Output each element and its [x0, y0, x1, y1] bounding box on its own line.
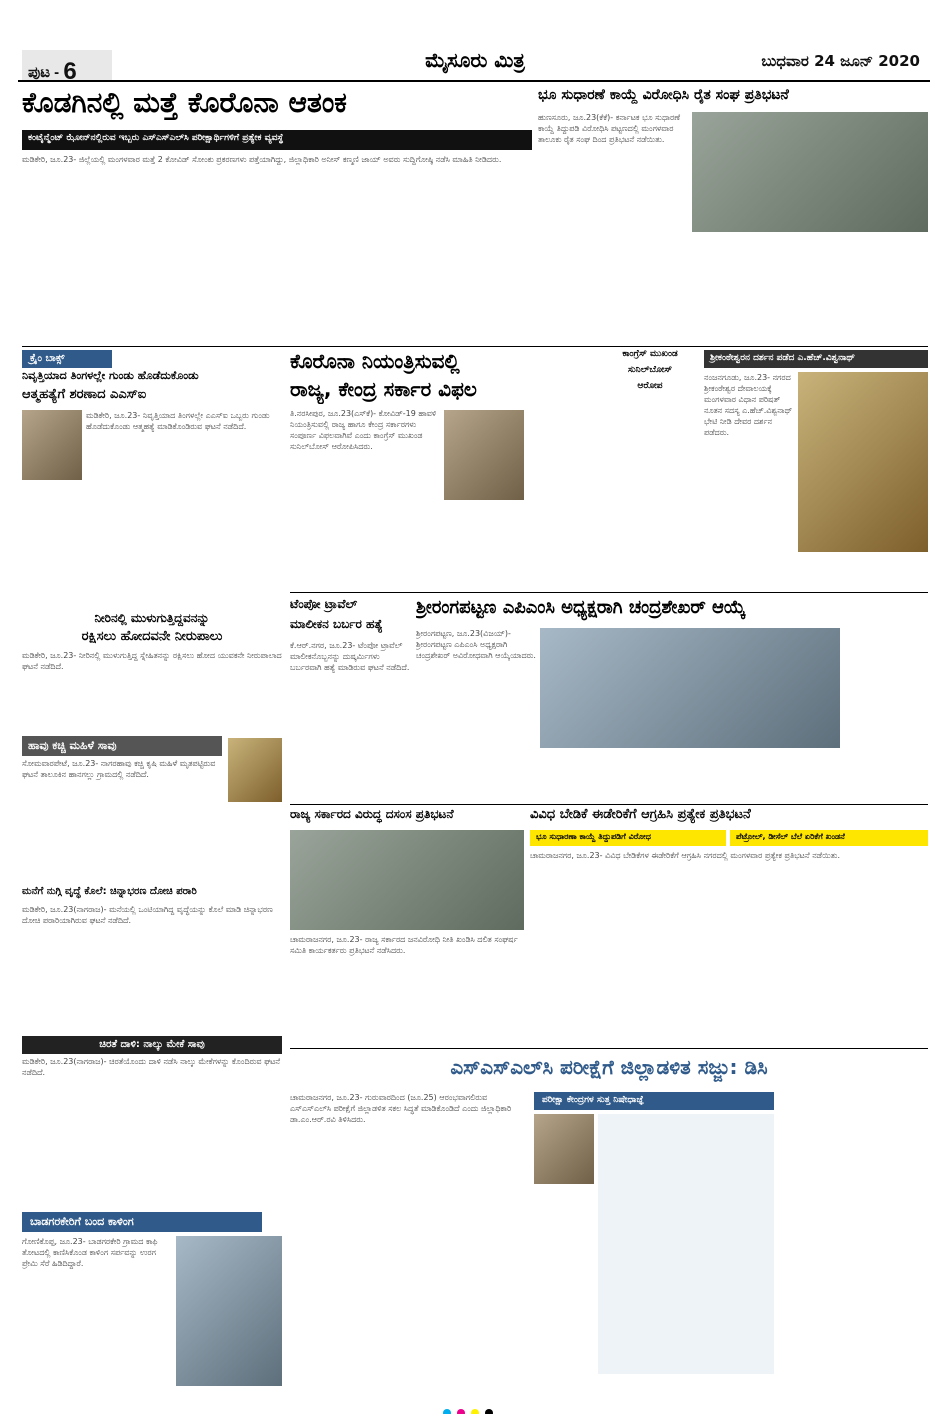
lead-body: ಮಡಿಕೇರಿ, ಜೂ.23- ಜಿಲ್ಲೆಯಲ್ಲಿ ಮಂಗಳವಾರ ಮತ್ತೆ 2 ಕೋವಿಡ್ ಸೋಂಕು ಪ್ರಕರಣಗಳು ಪತ್ತೆಯಾಗಿದ್ದು, ಜಿಲ್ಲಾಧಿಕಾರಿ ಅನೀಸ್ ಕಣ್ಮಣಿ ಜಾಯ್ ಅವರು ಸುದ್ದಿಗೋಷ್ಠಿ ನಡೆಸಿ ಮಾಹಿತಿ ನೀಡಿದರು.: [22, 155, 502, 164]
covid-body: ತಿ.ನರಸೀಪುರ, ಜೂ.23(ಎಸ್‌ಕೆ)- ಕೋವಿಡ್-19 ಹಾವಳಿ ನಿಯಂತ್ರಿಸುವಲ್ಲಿ ರಾಜ್ಯ ಹಾಗೂ ಕೇಂದ್ರ ಸರ್ಕಾರಗಳು ಸಂಪೂರ್ಣ ವಿಫಲವಾಗಿವೆ ಎಂದು ಕಾಂಗ್ರೆಸ್ ಮುಖಂಡ ಸುನಿಲ್‌ಬೋಸ್ ಆರೋಪಿಸಿದರು.: [290, 409, 437, 451]
tempo-body: ಕೆ.ಆರ್.ನಗರ, ಜೂ.23- ಟೆಂಪೋ ಟ್ರಾವೆಲ್ ಮಾಲೀಕನೊಬ್ಬನನ್ನು ದುಷ್ಕರ್ಮಿಗಳು ಬರ್ಬರವಾಗಿ ಹತ್ಯೆ ಮಾಡಿರುವ ಘಟನೆ ನಡೆದಿದೆ.: [290, 641, 410, 672]
chain-body: ಮಡಿಕೇರಿ, ಜೂ.23(ನಾಗರಾಜ)- ಮನೆಯಲ್ಲಿ ಒಂಟಿಯಾಗಿದ್ದ ವೃದ್ಧೆಯನ್ನು ಕೊಲೆ ಮಾಡಿ ಚಿನ್ನಾಭರಣ ದೋಚಿ ಪರಾರಿಯಾಗಿರುವ ಘಟನೆ ನಡೆದಿದೆ.: [22, 905, 273, 925]
crime-headline-1: ನಿವೃತ್ತಿಯಾದ ತಿಂಗಳಲ್ಲೇ ಗುಂಡು ಹೊಡೆದುಕೊಂಡು: [22, 370, 199, 382]
page-number: 6: [63, 58, 77, 80]
leopard-body: ಮಡಿಕೇರಿ, ಜೂ.23(ನಾಗರಾಜ)- ಚಿರತೆಯೊಂದು ದಾಳಿ ನಡೆಸಿ ನಾಲ್ಕು ಮೇಕೆಗಳನ್ನು ಕೊಂದಿರುವ ಘಟನೆ ನಡೆದಿದೆ.: [22, 1057, 281, 1077]
divider: [290, 592, 928, 593]
drown-headline-2: ರಕ್ಷಿಸಲು ಹೋದವನೇ ನೀರುಪಾಲು: [81, 630, 223, 644]
tempo-headline-2: ಮಾಲೀಕನ ಬರ್ಬರ ಹತ್ಯೆ: [290, 618, 383, 631]
farmers-body: ಹುಣಸೂರು, ಜೂ.23(ಕೆಕೆ)- ಕರ್ನಾಟಕ ಭೂ ಸುಧಾರಣೆ ಕಾಯ್ದೆ ತಿದ್ದುಪಡಿ ವಿರೋಧಿಸಿ ಪಟ್ಟಣದಲ್ಲಿ ಮಂಗಳವಾರ ತಾಲೂಕು ರೈತ ಸಂಘ ದಿಂದ ಪ್ರತಿಭಟನೆ ನಡೆಯಿತು.: [538, 113, 681, 144]
lead-subhead: ಕಂಟೈನ್ಮೆಂಟ್ ಝೋನ್‌ನಲ್ಲಿರುವ ಇಬ್ಬರು ಎಸ್‌ಎಸ್‌ಎಲ್‌ಸಿ ಪರೀಕ್ಷಾರ್ಥಿಗಳಿಗೆ ಪ್ರತ್ಯೇಕ ವ್ಯವಸ್ಥೆ: [22, 130, 532, 150]
farmers-headline: ಭೂ ಸುಧಾರಣೆ ಕಾಯ್ದೆ ವಿರೋಧಿಸಿ ರೈತ ಸಂಘ ಪ್ರತಿಭಟನೆ: [538, 88, 789, 103]
covid-side-1: ಕಾಂಗ್ರೆಸ್ ಮುಖಂಡ: [622, 350, 678, 359]
protest-state-photo: [290, 830, 524, 930]
protest-state-headline: ರಾಜ್ಯ ಸರ್ಕಾರದ ವಿರುದ್ಧ ದಸಂಸ ಪ್ರತಿಭಟನೆ: [290, 808, 454, 821]
farmers-photo: [692, 112, 928, 232]
sslc-headline: ಎಸ್‌ಎಸ್‌ಎಲ್‌ಸಿ ಪರೀಕ್ಷೆಗೆ ಜಿಲ್ಲಾಡಳಿತ ಸಜ್ಜು: ಡಿಸಿ: [450, 1056, 768, 1079]
divider: [290, 1048, 928, 1049]
demands-tag-2: ಪೆಟ್ರೋಲ್, ಡೀಸೆಲ್ ಬೆಲೆ ಏರಿಕೆಗೆ ಖಂಡನೆ: [730, 830, 928, 846]
crime-headline-2: ಆತ್ಮಹತ್ಯೆಗೆ ಶರಣಾದ ಎಎಸ್‌ಐ: [22, 388, 147, 402]
print-color-marks: [440, 1402, 520, 1414]
demands-tag-1: ಭೂ ಸುಧಾರಣಾ ಕಾಯ್ದೆ ತಿದ್ದುಪಡಿಗೆ ವಿರೋಧ: [530, 830, 726, 846]
sslc-body: ಚಾಮರಾಜನಗರ, ಜೂ.23- ಗುರುವಾರದಿಂದ (ಜೂ.25) ಆರಂಭವಾಗಲಿರುವ ಎಸ್‌ಎಸ್‌ಎಲ್‌ಸಿ ಪರೀಕ್ಷೆಗೆ ಜಿಲ್ಲಾಡಳಿತ ಸಕಲ ಸಿದ್ಧತೆ ಮಾಡಿಕೊಂಡಿದೆ ಎಂದು ಜಿಲ್ಲಾಧಿಕಾರಿ ಡಾ.ಎಂ.ಆರ್.ರವಿ ತಿಳಿಸಿದರು.: [290, 1093, 512, 1124]
tempo-headline-1: ಟೆಂಪೋ ಟ್ರಾವೆಲ್: [290, 598, 358, 611]
sslc-box-head: ಪರೀಕ್ಷಾ ಕೇಂದ್ರಗಳ ಸುತ್ತ ನಿಷೇಧಾಜ್ಞೆ: [534, 1092, 774, 1110]
victim-portrait: [228, 738, 282, 802]
drown-body: ಮಡಿಕೇರಿ, ಜೂ.23- ನೀರಿನಲ್ಲಿ ಮುಳುಗುತ್ತಿದ್ದ ಸ್ನೇಹಿತನನ್ನು ರಕ್ಷಿಸಲು ಹೋದ ಯುವಕನೇ ನೀರುಪಾಲಾದ ಘಟನೆ ನಡೆದಿದೆ.: [22, 651, 282, 671]
divider: [290, 804, 928, 805]
dc-portrait: [534, 1114, 594, 1184]
cobra-headline: ಬಾಡಗರಕೇರಿಗೆ ಬಂದ ಕಾಳಿಂಗ: [22, 1212, 262, 1232]
demands-body: ಚಾಮರಾಜನಗರ, ಜೂ.23- ವಿವಿಧ ಬೇಡಿಕೆಗಳ ಈಡೇರಿಕೆಗೆ ಆಗ್ರಹಿಸಿ ನಗರದಲ್ಲಿ ಮಂಗಳವಾರ ಪ್ರತ್ಯೇಕ ಪ್ರತಿಭಟನೆ ನಡೆಯಿತು.: [530, 851, 840, 860]
apmc-body-cont: [416, 752, 928, 800]
crime-body: ಮಡಿಕೇರಿ, ಜೂ.23- ನಿವೃತ್ತಿಯಾದ ತಿಂಗಳಲ್ಲೇ ಎಎಸ್‌ಐ ಒಬ್ಬರು ಗುಂಡು ಹೊಡೆದುಕೊಂಡು ಆತ್ಮಹತ್ಯೆ ಮಾಡಿಕೊಂಡಿರುವ ಘಟನೆ ನಡೆದಿದೆ.: [86, 411, 270, 431]
vishwanath-body: ನಂಜನಗೂಡು, ಜೂ.23- ನಗರದ ಶ್ರೀಕಂಠೇಶ್ವರ ದೇವಾಲಯಕ್ಕೆ ಮಂಗಳವಾರ ವಿಧಾನ ಪರಿಷತ್ ನೂತನ ಸದಸ್ಯ ಎ.ಹೆಚ್.ವಿಶ್ವನಾಥ್ ಭೇಟಿ ನೀಡಿ ದೇವರ ದರ್ಶನ ಪಡೆದರು.: [704, 373, 793, 437]
paper-name: ಮೈಸೂರು ಮಿತ್ರ: [425, 48, 525, 72]
asi-portrait: [22, 410, 82, 480]
apmc-headline: ಶ್ರೀರಂಗಪಟ್ಟಣ ಎಪಿಎಂಸಿ ಅಧ್ಯಕ್ಷರಾಗಿ ಚಂದ್ರಶೇಖರ್ ಆಯ್ಕೆ: [416, 598, 746, 618]
crime-box-label: ಕ್ರೈಂ ಬಾಕ್ಸ್: [22, 350, 112, 368]
divider: [22, 346, 928, 347]
farmers-body-cont: [538, 238, 928, 342]
cobra-body: ಗೋಣಿಕೊಪ್ಪ, ಜೂ.23- ಬಾಡಗರಕೇರಿ ಗ್ರಾಮದ ಕಾಫಿ ತೋಟದಲ್ಲಿ ಕಾಣಿಸಿಕೊಂಡ ಕಾಳಿಂಗ ಸರ್ಪವನ್ನು ಉರಗ ಪ್ರೇಮಿ ಸೆರೆ ಹಿಡಿದಿದ್ದಾರೆ.: [22, 1237, 158, 1268]
protest-state-body: ಚಾಮರಾಜನಗರ, ಜೂ.23- ರಾಜ್ಯ ಸರ್ಕಾರದ ಜನವಿರೋಧಿ ನೀತಿ ಖಂಡಿಸಿ ದಲಿತ ಸಂಘರ್ಷ ಸಮಿತಿ ಕಾರ್ಯಕರ್ತರು ಪ್ರತಿಭಟನೆ ನಡೆಸಿದರು.: [290, 935, 518, 955]
apmc-photo: [540, 628, 840, 748]
covid-body-cont: [290, 500, 700, 588]
snake-headline: ಹಾವು ಕಚ್ಚಿ ಮಹಿಳೆ ಸಾವು: [22, 736, 222, 756]
sunilbose-portrait: [444, 410, 524, 500]
covid-headline-1: ಕೊರೊನಾ ನಿಯಂತ್ರಿಸುವಲ್ಲಿ: [290, 350, 460, 373]
sslc-box-body: [598, 1114, 774, 1374]
vishwanath-headline: ಶ್ರೀಕಂಠೇಶ್ವರನ ದರ್ಶನ ಪಡೆದ ಎ.ಹೆಚ್.ವಿಶ್ವನಾಥ್: [704, 350, 928, 368]
issue-date: ಬುಧವಾರ 24 ಜೂನ್ 2020: [761, 52, 920, 70]
sslc-body-cont: [778, 1092, 928, 1374]
temple-photo: [798, 372, 928, 552]
apmc-body: ಶ್ರೀರಂಗಪಟ್ಟಣ, ಜೂ.23(ವಿಜಯ್)- ಶ್ರೀರಂಗಪಟ್ಟಣ ಎಪಿಎಂಸಿ ಅಧ್ಯಕ್ಷರಾಗಿ ಚಂದ್ರಶೇಖರ್ ಅವಿರೋಧವಾಗಿ ಆಯ್ಕೆಯಾದರು.: [416, 629, 536, 660]
covid-side-2: ಸುನಿಲ್‌ಬೋಸ್: [628, 366, 672, 375]
covid-headline-2: ರಾಜ್ಯ, ಕೇಂದ್ರ ಸರ್ಕಾರ ವಿಫಲ: [290, 378, 477, 401]
demands-headline: ವಿವಿಧ ಬೇಡಿಕೆ ಈಡೇರಿಕೆಗೆ ಆಗ್ರಹಿಸಿ ಪ್ರತ್ಯೇಕ ಪ್ರತಿಭಟನೆ: [530, 808, 751, 822]
page-label: ಪುಟ -: [28, 64, 60, 80]
chain-headline: ಮನೆಗೆ ನುಗ್ಗಿ ವೃದ್ಧೆ ಕೊಲೆ: ಚಿನ್ನಾಭರಣ ದೋಚಿ ಪರಾರಿ: [22, 886, 197, 897]
drown-headline-1: ನೀರಿನಲ್ಲಿ ಮುಳುಗುತ್ತಿದ್ದವನನ್ನು: [94, 612, 210, 625]
lead-headline: ಕೊಡಗಿನಲ್ಲಿ ಮತ್ತೆ ಕೊರೊನಾ ಆತಂಕ: [22, 88, 347, 119]
page-number-box: [22, 50, 112, 80]
cobra-photo: [176, 1236, 282, 1386]
snake-body: ಸೋಮವಾರಪೇಟೆ, ಜೂ.23- ನಾಗರಹಾವು ಕಚ್ಚಿ ಕೃಷಿ ಮಹಿಳೆ ಮೃತಪಟ್ಟಿರುವ ಘಟನೆ ತಾಲೂಕಿನ ಹಾನಗಲ್ಲು ಗ್ರಾಮದಲ್ಲಿ ನಡೆದಿದೆ.: [22, 759, 216, 779]
covid-side-3: ಆರೋಪ: [637, 382, 663, 391]
leopard-headline: ಚಿರತೆ ದಾಳಿ: ನಾಲ್ಕು ಮೇಕೆ ಸಾವು: [22, 1036, 282, 1054]
